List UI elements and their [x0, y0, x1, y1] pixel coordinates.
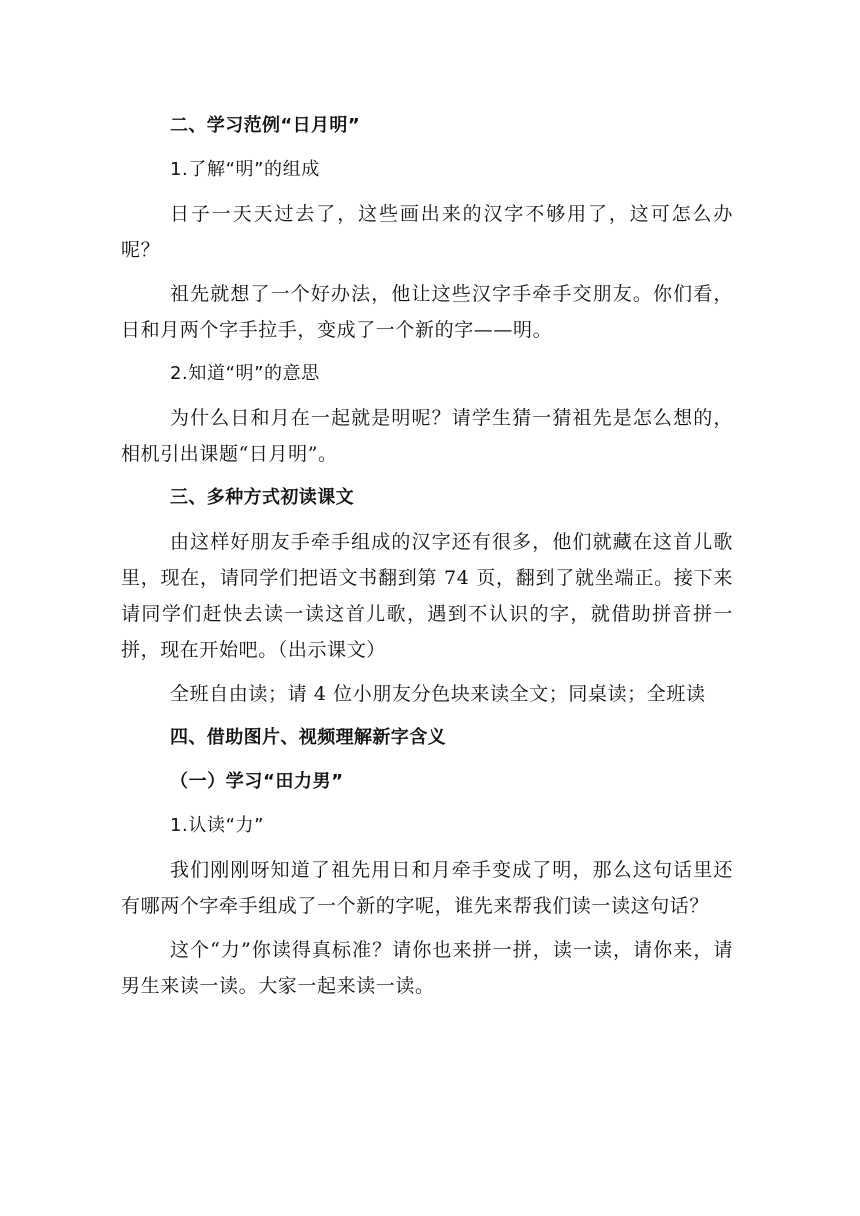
- document-body: [121, 108, 733, 1004]
- body-paragraph: 祖先就想了一个好办法，他让这些汉字手牵手交朋友。你们看，日和月两个字手拉手，变成了一个新的字——明。: [121, 283, 733, 341]
- subsection-heading-1: （一）学习“田力男”: [170, 771, 344, 792]
- body-paragraph: 为什么日和月在一起就是明呢？请学生猜一猜祖先是怎么想的，相机引出课题“日月明”。: [121, 407, 733, 465]
- section-heading-2: 二、学习范例“日月明”: [170, 115, 361, 136]
- step-heading-3: 1.认读“力”: [170, 815, 265, 836]
- section-heading-4: 四、借助图片、视频理解新字含义: [170, 727, 446, 748]
- step-heading-1: 1.了解“明”的组成: [170, 159, 320, 180]
- section-heading-3: 三、多种方式初读课文: [170, 487, 354, 508]
- body-paragraph: 由这样好朋友手牵手组成的汉字还有很多，他们就藏在这首儿歌里，现在，请同学们把语文书翻到第 74 页，翻到了就坐端正。接下来请同学们赶快去读一读这首儿歌，遇到不认识的字，就借助拼音拼一拼，现在开始吧。（出示课文）: [121, 531, 733, 661]
- step-heading-2: 2.知道“明”的意思: [170, 363, 320, 384]
- body-paragraph: 我们刚刚呀知道了祖先用日和月牵手变成了明，那么这句话里还有哪两个字牵手组成了一个新的字呢，谁先来帮我们读一读这句话？: [121, 859, 733, 917]
- body-paragraph: 日子一天天过去了，这些画出来的汉字不够用了，这可怎么办呢？: [121, 203, 733, 261]
- body-paragraph: 全班自由读；请 4 位小朋友分色块来读全文；同桌读；全班读: [170, 683, 706, 705]
- body-paragraph: 这个“力”你读得真标准？请你也来拼一拼，读一读，请你来，请男生来读一读。大家一起来读一读。: [121, 939, 733, 997]
